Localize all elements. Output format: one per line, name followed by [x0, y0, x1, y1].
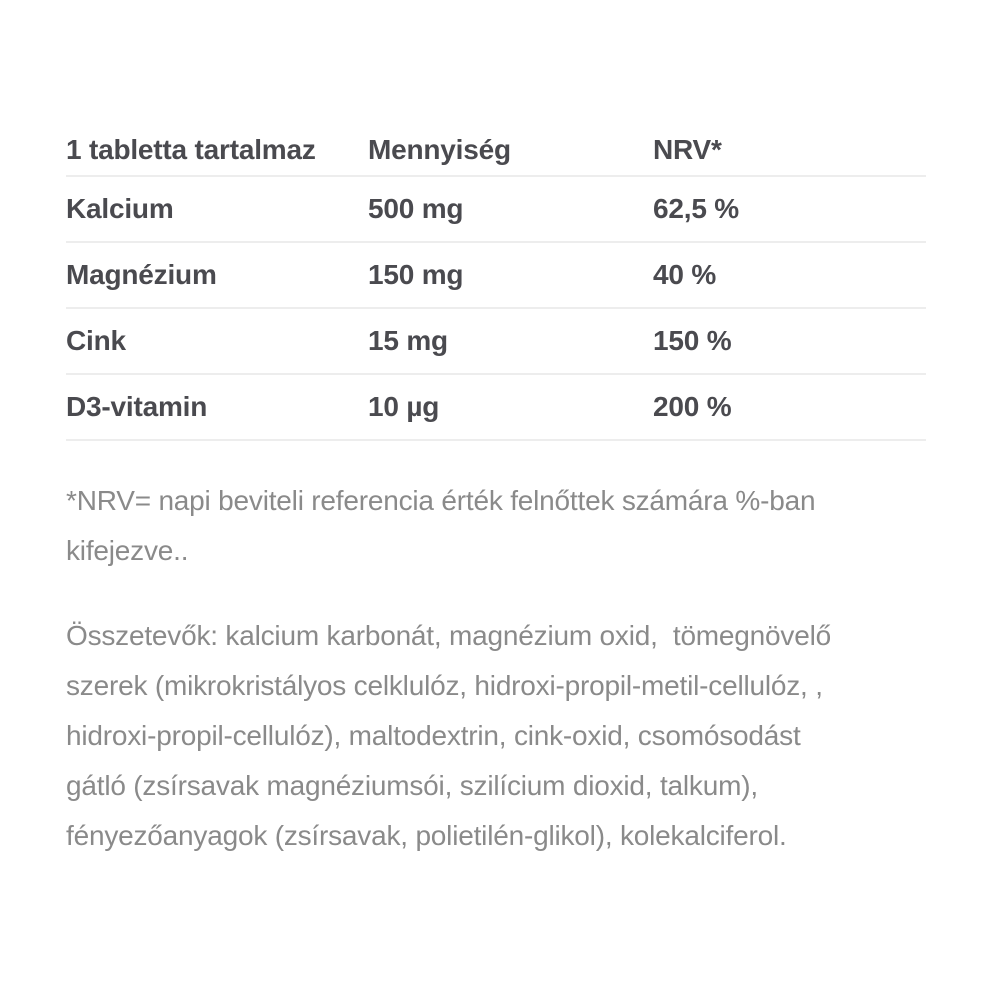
cell-name: Cink [66, 325, 126, 356]
ingredients-line: hidroxi-propil-cellulóz), maltodextrin, cink-oxid, csomósodást [66, 720, 801, 751]
table-row-d3-vitamin [66, 375, 926, 441]
cell-name: Kalcium [66, 193, 174, 224]
nutrition-table [66, 124, 926, 441]
header-cell-amount: Mennyiség [368, 133, 511, 165]
table-row-cink [66, 309, 926, 375]
nutrition-table-header-row [66, 124, 926, 177]
cell-amount: 10 µg [368, 391, 440, 422]
nrv-footnote [66, 476, 1000, 576]
footnote-line: kifejezve.. [66, 535, 189, 566]
header-cell-substance: 1 tabletta tartalmaz [66, 133, 316, 165]
footnote-line: *NRV= napi beviteli referencia érték felnőttek számára %-ban [66, 485, 816, 516]
cell-nrv: 40 % [653, 259, 717, 290]
ingredients-line: Összetevők: kalcium karbonát, magnézium oxid, tömegnövelő [66, 620, 831, 651]
table-row-magnezium [66, 243, 926, 309]
table-row-kalcium [66, 177, 926, 243]
cell-amount: 500 mg [368, 193, 464, 224]
header-cell-nrv: NRV* [653, 133, 722, 165]
cell-name: Magnézium [66, 259, 217, 290]
cell-nrv: 62,5 % [653, 193, 739, 224]
ingredients-line: gátló (zsírsavak magnéziumsói, szilícium dioxid, talkum), [66, 770, 758, 801]
ingredients-line: szerek (mikrokristályos celklulóz, hidroxi-propil-metil-cellulóz, , [66, 670, 823, 701]
cell-nrv: 150 % [653, 325, 732, 356]
cell-nrv: 200 % [653, 391, 732, 422]
cell-amount: 15 mg [368, 325, 448, 356]
cell-amount: 150 mg [368, 259, 464, 290]
ingredients-line: fényezőanyagok (zsírsavak, polietilén-glikol), kolekalciferol. [66, 820, 787, 851]
ingredients-paragraph [66, 611, 1000, 861]
cell-name: D3-vitamin [66, 391, 208, 422]
